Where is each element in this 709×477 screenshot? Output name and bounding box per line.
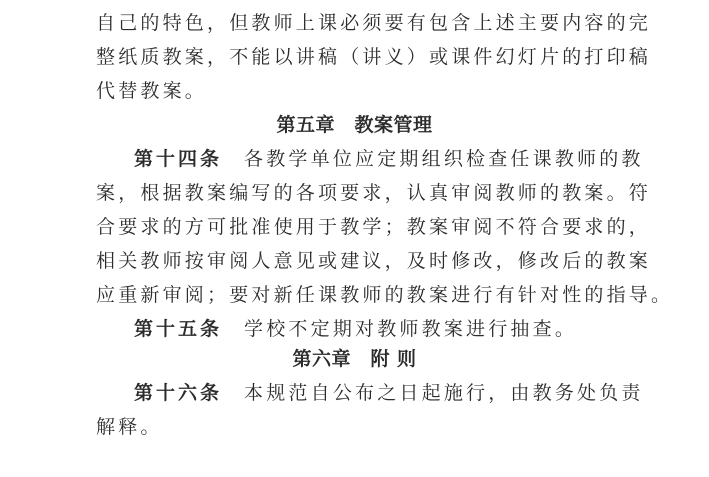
body-text-line: 自己的特色，但教师上课必须要有包含上述主要内容的完 [96,12,652,34]
article-14-label: 第十四条 [134,148,223,170]
article-16-text: 本规范自公布之日起施行，由教务处负责 [244,382,644,404]
article-14-text: 各教学单位应定期组织检查任课教师的教 [244,148,644,170]
body-text-line: 代替教案。 [96,80,208,102]
body-text-line: 案，根据教案编写的各项要求，认真审阅教师的教案。符 [96,182,652,204]
article-16-label: 第十六条 [134,382,223,404]
body-text-line: 相关教师按审阅人意见或建议，及时修改，修改后的教案 [96,250,652,272]
article-15-line [134,312,664,346]
article-15-text: 学校不定期对教师教案进行抽查。 [244,318,578,340]
body-text-line: 解释。 [96,416,163,438]
body-text-line: 合要求的方可批准使用于教学；教案审阅不符合要求的， [96,216,652,238]
chapter-6-heading: 第六章 附 则 [292,348,417,370]
body-text-line: 应重新审阅；要对新任课教师的教案进行有针对性的指导。 [96,284,674,306]
article-15-label: 第十五条 [134,318,223,340]
article-14-first-line [134,142,664,176]
body-text-line: 整纸质教案，不能以讲稿（讲义）或课件幻灯片的打印稿 [96,46,652,68]
article-16-first-line [134,376,664,410]
chapter-5-heading: 第五章 教案管理 [276,114,433,136]
